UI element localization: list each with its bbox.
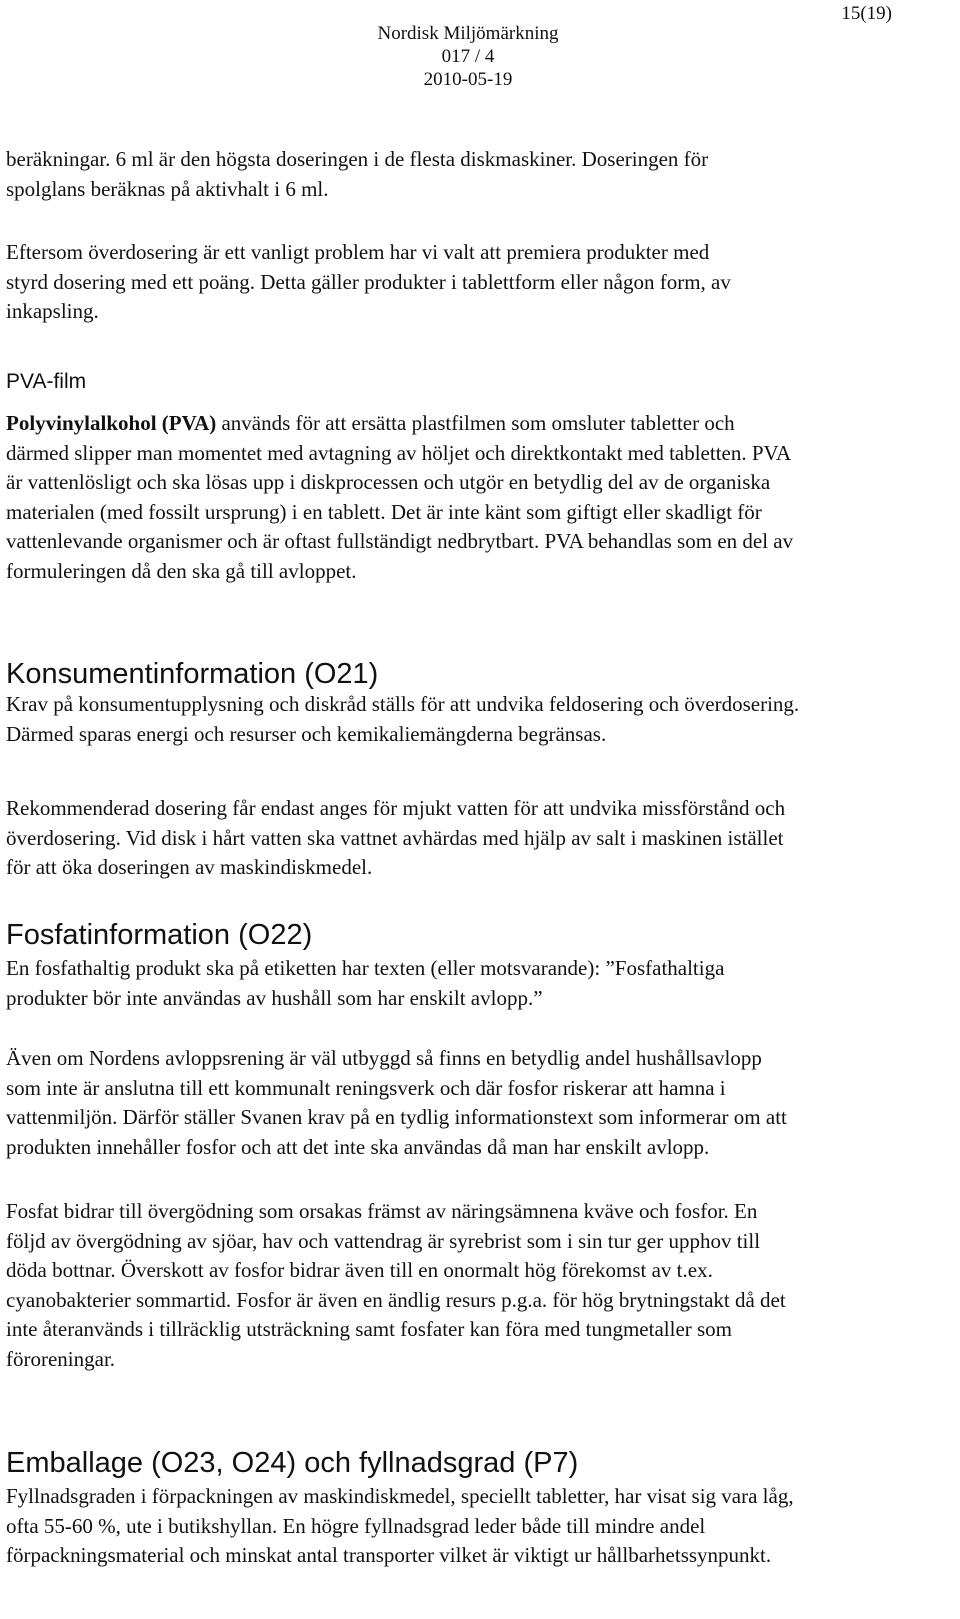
heading-fosfatinformation: Fosfatinformation (O22): [6, 919, 313, 951]
paragraph-konsument-1: [6, 690, 941, 749]
paragraph-fosfat-2: [6, 1044, 941, 1162]
header-date: 2010-05-19: [423, 69, 513, 90]
text-fragment: används för att ersätta plastfilmen som omsluter tabletter och: [216, 411, 735, 435]
text-line: vattenmiljön. Därför ställer Svanen krav på en tydlig informationstext som informerar om att: [6, 1105, 787, 1129]
paragraph-emballage: [6, 1482, 941, 1571]
text-line: vattenlevande organismer och är oftast fullständigt nedbrytbart. PVA behandlas som en del av: [6, 529, 794, 553]
text-line: föroreningar.: [6, 1346, 116, 1371]
paragraph-dosering: [6, 145, 941, 204]
text-line: inte återanvänds i tillräcklig utsträckning samt fosfater kan föra med tungmetaller som: [6, 1317, 733, 1341]
text-line: döda bottnar. Överskott av fosfor bidrar även till en onormalt hög förekomst av t.ex.: [6, 1258, 713, 1282]
text-line: överdosering. Vid disk i hårt vatten ska vattnet avhärdas med hjälp av salt i maskinen istället: [6, 825, 784, 850]
text-line: Rekommenderad dosering får endast anges för mjukt vatten för att undvika missförstånd och: [6, 796, 786, 820]
heading-konsumentinformation: Konsumentinformation (O21): [6, 658, 379, 690]
pva-label: PVA-film: [6, 370, 87, 393]
header-org: Nordisk Miljömärkning: [377, 23, 559, 44]
heading-emballage: Emballage (O23, O24) och fyllnadsgrad (P7): [6, 1447, 579, 1479]
text-line: följd av övergödning av sjöar, hav och vattendrag är syrebrist som i sin tur ger upphov till: [6, 1228, 761, 1253]
text-line: formuleringen då den ska gå till avloppet.: [6, 558, 357, 583]
text-line: spolglans beräknas på aktivhalt i 6 ml.: [6, 176, 329, 201]
text-line: därmed slipper man momentet med avtagning av höljet och direktkontakt med tabletten. PVA: [6, 440, 792, 465]
paragraph-pva: [6, 409, 941, 586]
text-line: förpackningsmaterial och minskat antal transporter vilket är viktigt ur hållbarhetssynpunkt.: [6, 1543, 772, 1567]
text-line: är vattenlösligt och ska lösas upp i diskprocessen och utgör en betydlig del av de organiska: [6, 470, 771, 494]
paragraph-konsument-2: [6, 794, 941, 883]
paragraph-fosfat-1: [6, 954, 941, 1013]
text-line: inkapsling.: [6, 299, 99, 323]
text-line: styrd dosering med ett poäng. Detta gäller produkter i tablettform eller någon form, av: [6, 269, 731, 294]
text-line: Eftersom överdosering är ett vanligt problem har vi valt att premiera produkter med: [6, 240, 710, 264]
page-number: 15(19): [841, 3, 892, 24]
text-line: En fosfathaltig produkt ska på etiketten har texten (eller motsvarande): ”Fosfathaltiga: [6, 956, 725, 980]
text-line: Fyllnadsgraden i förpackningen av maskindiskmedel, speciellt tabletter, har visat sig vara låg,: [6, 1484, 794, 1508]
text-line: Därmed sparas energi och resurser och kemikaliemängderna begränsas.: [6, 721, 607, 746]
text-line: Krav på konsumentupplysning och diskråd ställs för att undvika feldosering och överdosering.: [6, 692, 800, 716]
paragraph-overdosering: [6, 238, 941, 327]
text-line: Fosfat bidrar till övergödning som orsakas främst av näringsämnena kväve och fosfor. En: [6, 1199, 758, 1223]
text-line: produkten innehåller fosfor och att det inte ska användas då man har enskilt avlopp.: [6, 1134, 710, 1159]
text-line: beräkningar. 6 ml är den högsta doseringen i de flesta diskmaskiner. Doseringen för: [6, 147, 709, 171]
text-line: för att öka doseringen av maskindiskmedel.: [6, 855, 373, 879]
bold-term: Polyvinylalkohol (PVA): [6, 411, 217, 435]
text-line: materialen (med fossilt ursprung) i en tablett. Det är inte känt som giftigt eller skadligt för: [6, 499, 762, 524]
text-line: Även om Nordens avloppsrening är väl utbyggd så finns en betydlig andel hushållsavlopp: [6, 1046, 762, 1070]
text-line: ofta 55-60 %, ute i butikshyllan. En högre fyllnadsgrad leder både till mindre andel: [6, 1513, 706, 1538]
text-line: cyanobakterier sommartid. Fosfor är även en ändlig resurs p.g.a. för hög brytningstakt då det: [6, 1287, 786, 1312]
text-line: som inte är anslutna till ett kommunalt reningsverk och där fosfor riskerar att hamna i: [6, 1075, 726, 1100]
paragraph-fosfat-3: [6, 1197, 941, 1374]
text-line: produkter bör inte användas av hushåll som har enskilt avlopp.”: [6, 985, 543, 1010]
text-line: [6, 409, 941, 439]
header-doc-number: 017 / 4: [441, 46, 495, 67]
